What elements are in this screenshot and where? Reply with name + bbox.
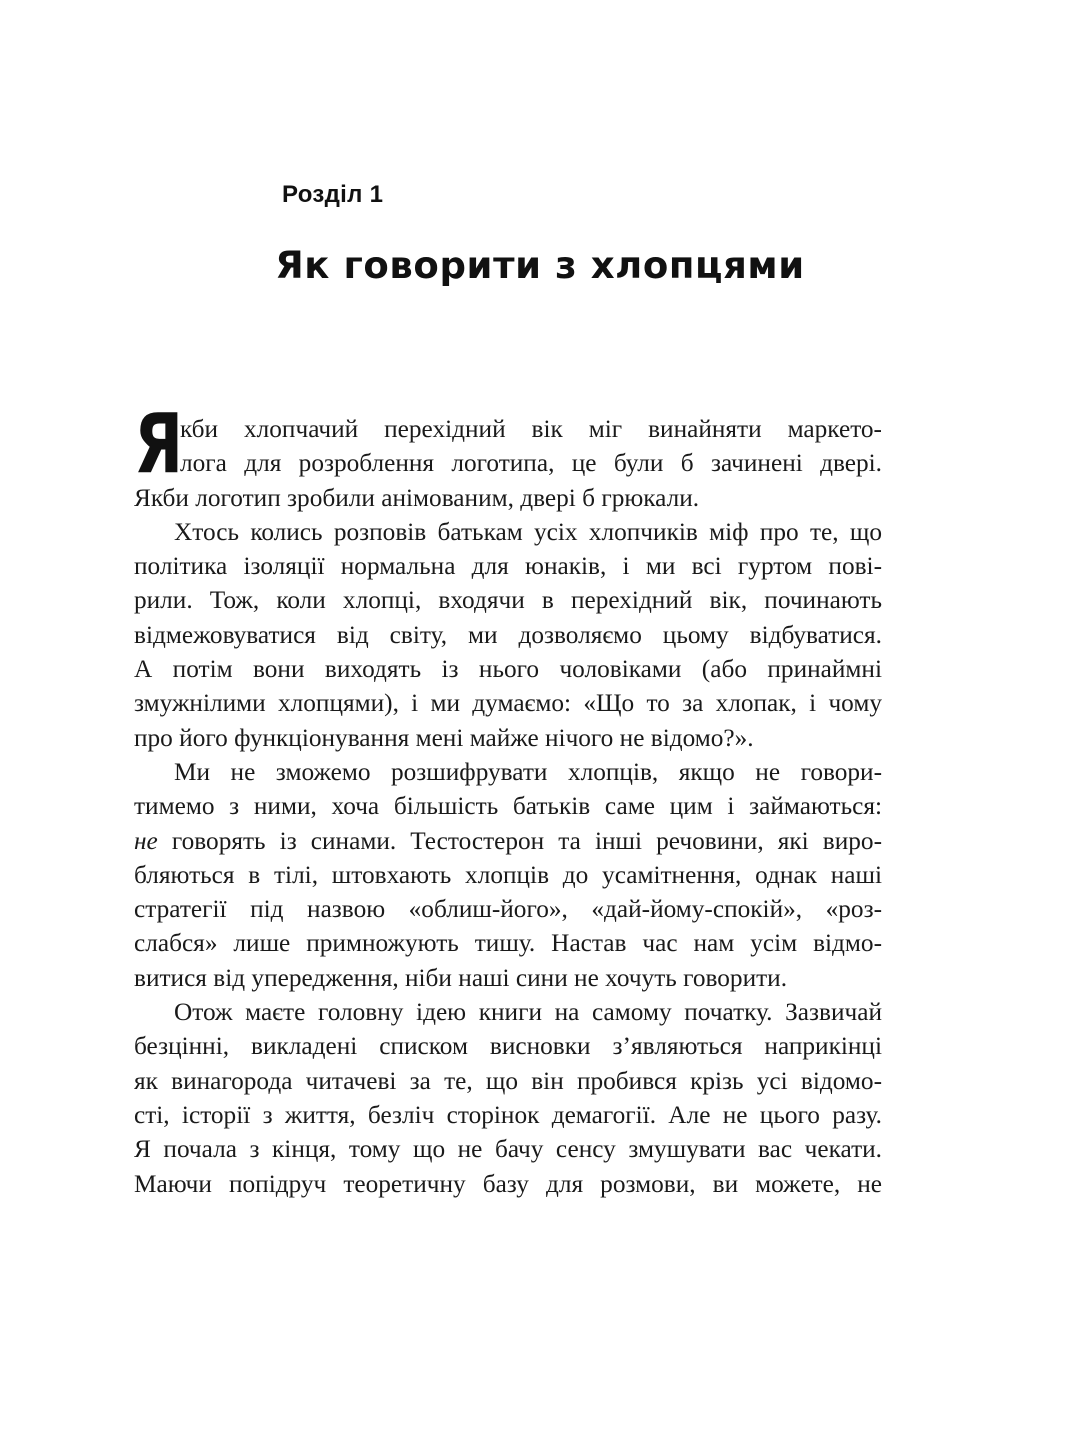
paragraph-line: сті, історії з життя, безліч сторінок демагогії. Але не цього разу. [134, 1100, 882, 1129]
paragraph-line: Якби логотип зробили анімованим, двері б грюкали. [134, 483, 700, 512]
paragraph-line-italic-start [134, 824, 882, 858]
line-rest: говорять із синами. Тестостерон та інші речовини, які виро- [171, 826, 883, 855]
paragraph-line: слабся» лише примножують тишу. Настав час нам усім відмо- [134, 929, 882, 958]
emphasis-word: не [134, 826, 158, 855]
paragraph-line: А потім вони виходять із нього чоловіками (або принаймні [134, 655, 882, 684]
paragraph-line: кби хлопчачий перехідний вік міг винайняти маркето- [180, 415, 882, 443]
paragraph-line: безцінні, викладені списком висновки з’являються наприкінці [134, 1032, 882, 1061]
paragraph-line: витися від упередження, ніби наші сини не хочуть говорити. [134, 963, 788, 992]
chapter-title: Як говорити з хлопцями [275, 244, 805, 287]
paragraph-line: лога для розроблення логотипа, це були б зачинені двері. [180, 449, 882, 478]
paragraph-line: Я почала з кінця, тому що не бачу сенсу змушувати вас чекати. [134, 1135, 882, 1164]
paragraph-line: Ми не зможемо розшифрувати хлопців, якщо не говори- [174, 757, 882, 786]
paragraph-line: рили. Тож, коли хлопці, входячи в перехідний вік, починають [134, 586, 882, 615]
paragraph-line: як винагорода читачеві за те, що він пробився крізь усі відомо- [134, 1066, 882, 1095]
paragraph-line: Хтось колись розповів батькам усіх хлопчиків міф про те, що [174, 517, 882, 546]
paragraph-line: змужнілими хлопцями), і ми думаємо: «Що то за хлопак, і чому [134, 689, 882, 718]
paragraph-line: про його функціонування мені майже нічого не відомо?». [134, 723, 754, 752]
paragraph-line: тимемо з ними, хоча більшість батьків саме цим і займаються: [134, 792, 882, 821]
drop-cap: Я [134, 397, 184, 492]
body-text [134, 412, 882, 1201]
chapter-label: Розділ 1 [282, 181, 384, 208]
paragraph-line: політика ізоляції нормальна для юнаків, і ми всі гуртом пові- [134, 552, 882, 581]
paragraph-line: відмежовуватися від світу, ми дозволяємо цьому відбуватися. [134, 620, 882, 649]
paragraph-line: бляються в тілі, штовхають хлопців до усамітнення, однак наші [134, 860, 882, 889]
paragraph-line: Отож маєте головну ідею книги на самому початку. Зазвичай [174, 998, 882, 1027]
paragraph-line: Маючи попідруч теоретичну базу для розмови, ви можете, не [134, 1169, 882, 1198]
paragraph-line: стратегії під назвою «облиш-його», «дай-йому-спокій», «роз- [134, 895, 882, 924]
